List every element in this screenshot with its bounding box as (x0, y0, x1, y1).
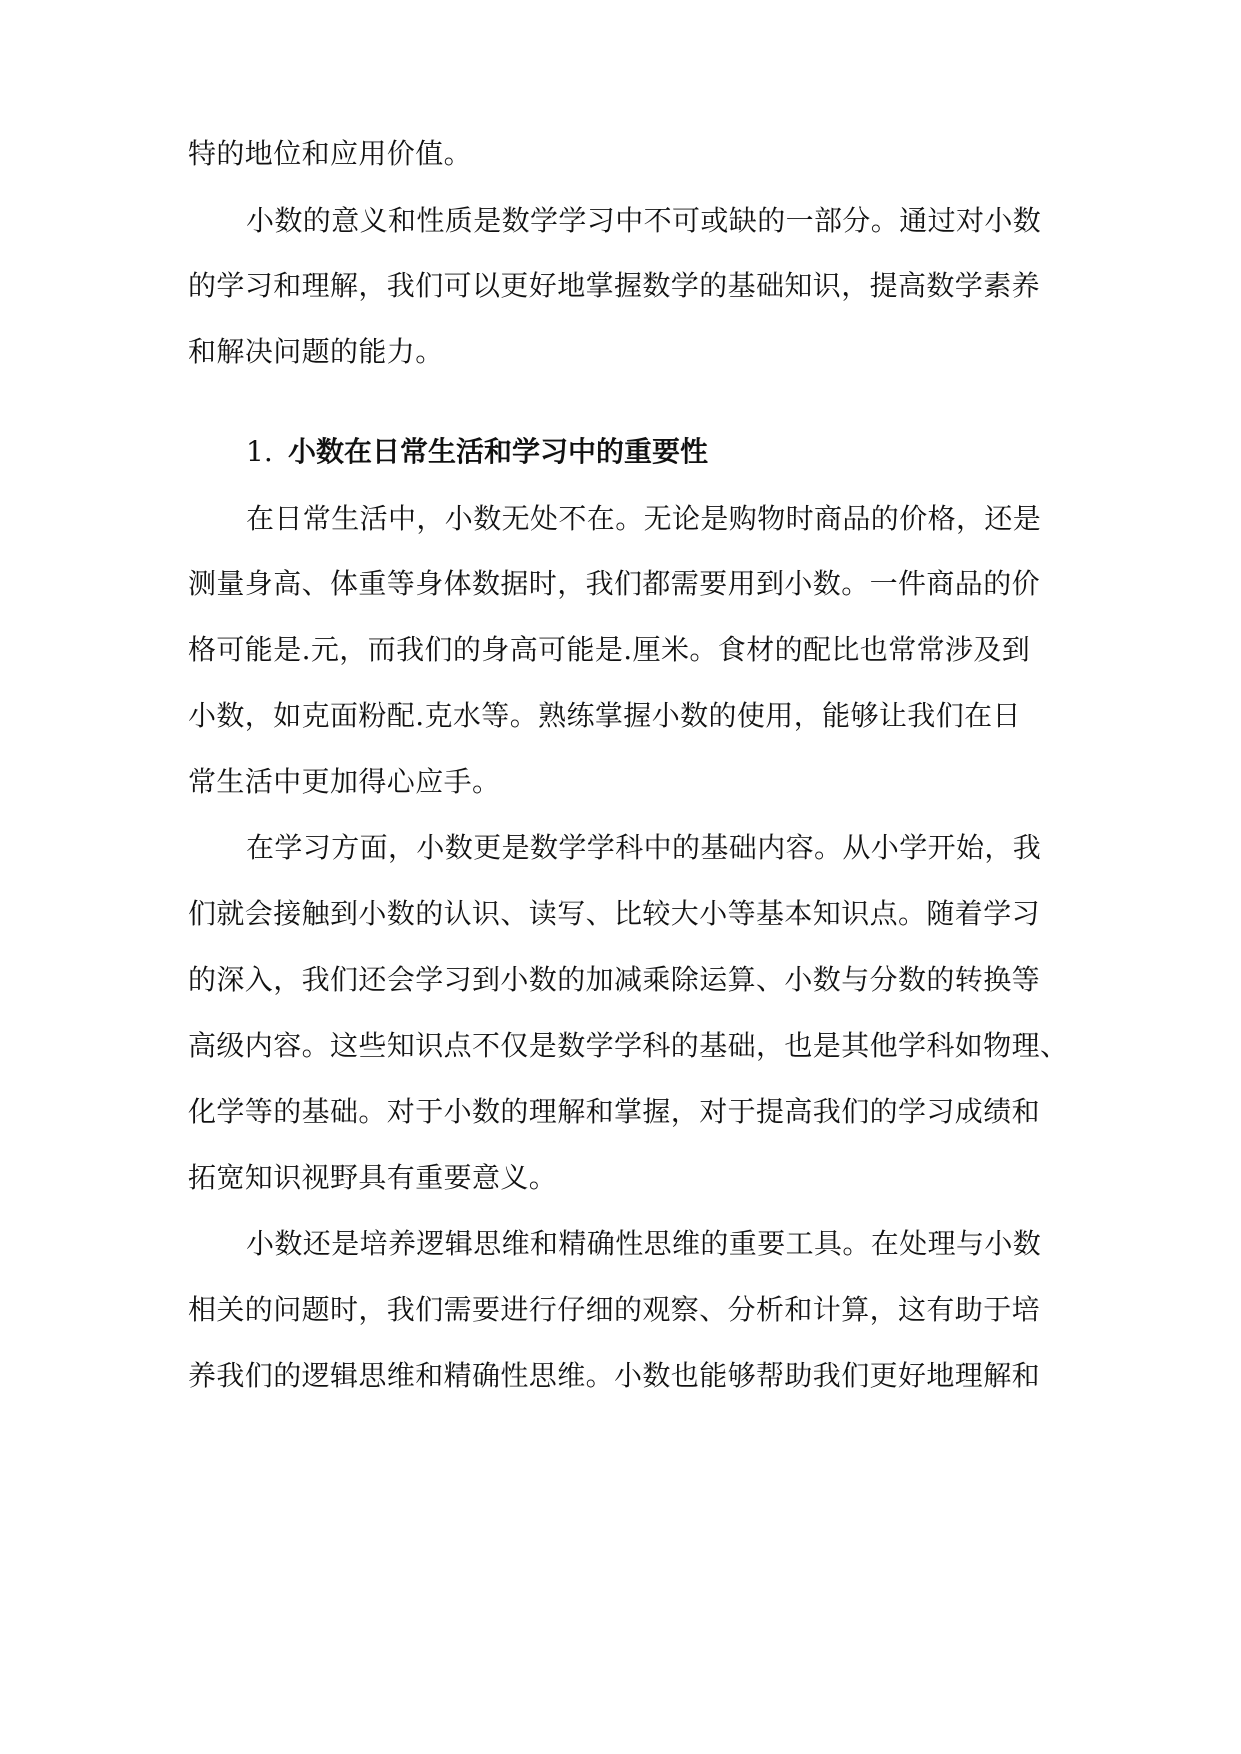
logic-paragraph-line: 小数还是培养逻辑思维和精确性思维的重要工具。在处理与小数 (246, 1227, 1042, 1260)
paragraph-fragment-line: 特的地位和应用价值。 (188, 137, 473, 170)
intro-paragraph-line: 小数的意义和性质是数学学习中不可或缺的一部分。通过对小数 (246, 204, 1042, 237)
daily-paragraph-line: 格可能是.元，而我们的身高可能是.厘米。食材的配比也常常涉及到 (188, 633, 1031, 666)
intro-paragraph-line: 的学习和理解，我们可以更好地掌握数学的基础知识，提高数学素养 (188, 269, 1041, 302)
study-paragraph-line: 们就会接触到小数的认识、读写、比较大小等基本知识点。随着学习 (188, 897, 1041, 930)
section-number: 1. (246, 435, 273, 468)
daily-paragraph-line: 小数，如克面粉配.克水等。熟练掌握小数的使用，能够让我们在日 (188, 699, 1021, 732)
intro-paragraph-line: 和解决问题的能力。 (188, 335, 444, 368)
study-paragraph-line: 的深入，我们还会学习到小数的加减乘除运算、小数与分数的转换等 (188, 963, 1041, 996)
logic-paragraph-line: 养我们的逻辑思维和精确性思维。小数也能够帮助我们更好地理解和 (188, 1359, 1041, 1392)
study-paragraph-line: 高级内容。这些知识点不仅是数学学科的基础，也是其他学科如物理、 (188, 1029, 1069, 1062)
daily-paragraph-line: 在日常生活中，小数无处不在。无论是购物时商品的价格，还是 (246, 502, 1042, 535)
study-paragraph-line: 在学习方面，小数更是数学学科中的基础内容。从小学开始，我 (246, 831, 1042, 864)
study-paragraph-line: 化学等的基础。对于小数的理解和掌握，对于提高我们的学习成绩和 (188, 1095, 1041, 1128)
section-heading (246, 434, 708, 470)
daily-paragraph-line: 常生活中更加得心应手。 (188, 765, 501, 798)
logic-paragraph-line: 相关的问题时，我们需要进行仔细的观察、分析和计算，这有助于培 (188, 1293, 1041, 1326)
section-title: 小数在日常生活和学习中的重要性 (288, 435, 709, 468)
study-paragraph-line: 拓宽知识视野具有重要意义。 (188, 1161, 558, 1194)
daily-paragraph-line: 测量身高、体重等身体数据时，我们都需要用到小数。一件商品的价 (188, 567, 1041, 600)
